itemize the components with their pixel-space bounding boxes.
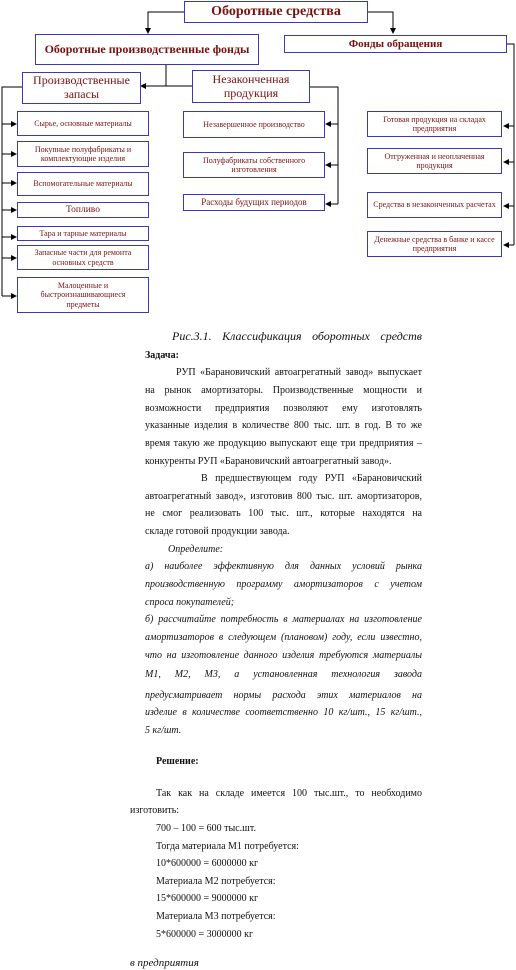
task-p1-line: возможности предприятия позволяют ему изготовлять [145,403,422,414]
task-a-line: производственную программу амортизаторов с учетом [145,579,422,590]
task-p1-line: на рынок амортизаторы. Производственные мощности и [145,385,422,396]
task-b-line: что на изготовление данного изделия требуются материалы [145,650,422,661]
zapasy-item-3: Вспомогательные материалы [17,172,149,196]
task-heading: Задача: [145,350,179,361]
obr-item-4: Денежные средства в банке и кассе предприятия [367,231,502,257]
footer-text: в предприятия [130,957,199,969]
task-p1-line: время такую же продукцию выпускают еще три предприятия – [145,438,422,449]
solution-step: 10*600000 = 6000000 кг [156,858,259,869]
unfinished-products-box: Незаконченная продукция [192,70,310,103]
task-b-line: амортизаторов в следующем (плановом) году, если известно, [145,632,422,643]
task-a-line: а) наиболее эффективную для данных условий рынка [145,561,422,572]
solution-step: 15*600000 = 9000000 кг [156,893,259,904]
production-stocks-box: Производственные запасы [22,72,141,104]
figure-caption: Рис.3.1. Классификация оборотных средств [172,329,422,343]
root-box: Оборотные средства [184,1,368,23]
nezak-item-1: Незавершенное производство [183,111,325,138]
production-funds-box: Оборотные производственные фонды [35,34,259,65]
nezak-item-2: Полуфабрикаты собственного изготовления [183,152,325,178]
solution-step: Тогда материала М1 потребуется: [156,841,299,852]
task-p1-first: РУП «Барановичский автоагрегатный завод» выпускает [176,367,422,378]
zapasy-item-6: Запасные части для ремонта основных средств [17,245,149,270]
zapasy-item-7: Малоценные и быстроизнашивающиеся предметы [17,277,149,313]
task-p1-line: указанные изделия в количестве 800 тыс. шт. в год. В то же [145,420,422,431]
task-p2-last: складе готовой продукции завода. [145,526,290,537]
zapasy-item-1: Сырье, основные материалы [17,111,149,136]
obr-item-2: Отгруженная и неоплаченная продукция [367,148,502,174]
obr-item-3: Средства в незаконченных расчетах [367,192,502,218]
task-p2-first: В предшествующем году РУП «Барановичский [201,473,422,484]
task-b-line: б) рассчитайте потребность в материалах на изготовление [145,614,422,625]
task-p2-line: автоагрегатный завод», изготовив 800 тыс. шт. амортизаторов, [145,491,422,502]
zapasy-item-4: Топливо [17,202,149,218]
task-b-last: 5 кг/шт. [145,725,182,736]
zapasy-item-5: Тара и тарные материалы [17,226,149,241]
circulation-funds-box: Фонды обращения [284,35,507,53]
solution-step: 5*600000 = 3000000 кг [156,929,254,940]
solution-heading: Решение: [156,756,199,767]
task-p1-last: конкуренты РУП «Барановичский автоагрегатный завод». [145,456,392,467]
solution-step: Материала М3 потребуется: [156,911,276,922]
nezak-item-3: Расходы будущих периодов [183,194,325,211]
solution-line1: Так как на складе имеется 100 тыс.шт., то необходимо [156,788,422,799]
solution-line2: изготовить: [130,805,180,816]
task-a-last: спроса покупателей; [145,597,235,608]
solution-step: Материала М2 потребуется: [156,876,276,887]
task-p2-line: не смог реализовать 100 тыс. шт., которые находятся на [145,508,422,519]
task-b-line: изделие в количестве соответственно 10 кг/шт., 15 кг/шт., [145,707,422,718]
zapasy-item-2: Покупные полуфабрикаты и комплектующие изделия [17,141,149,167]
obr-item-1: Готовая продукция на складах предприятия [367,111,502,137]
solution-step: 700 – 100 = 600 тыс.шт. [156,823,256,834]
task-b-line: М1, М2, М3, а установленная технология завода [145,669,422,680]
task-b-line: предусматривает нормы расхода этих материалов на [145,690,422,701]
task-define: Определите: [168,544,224,555]
